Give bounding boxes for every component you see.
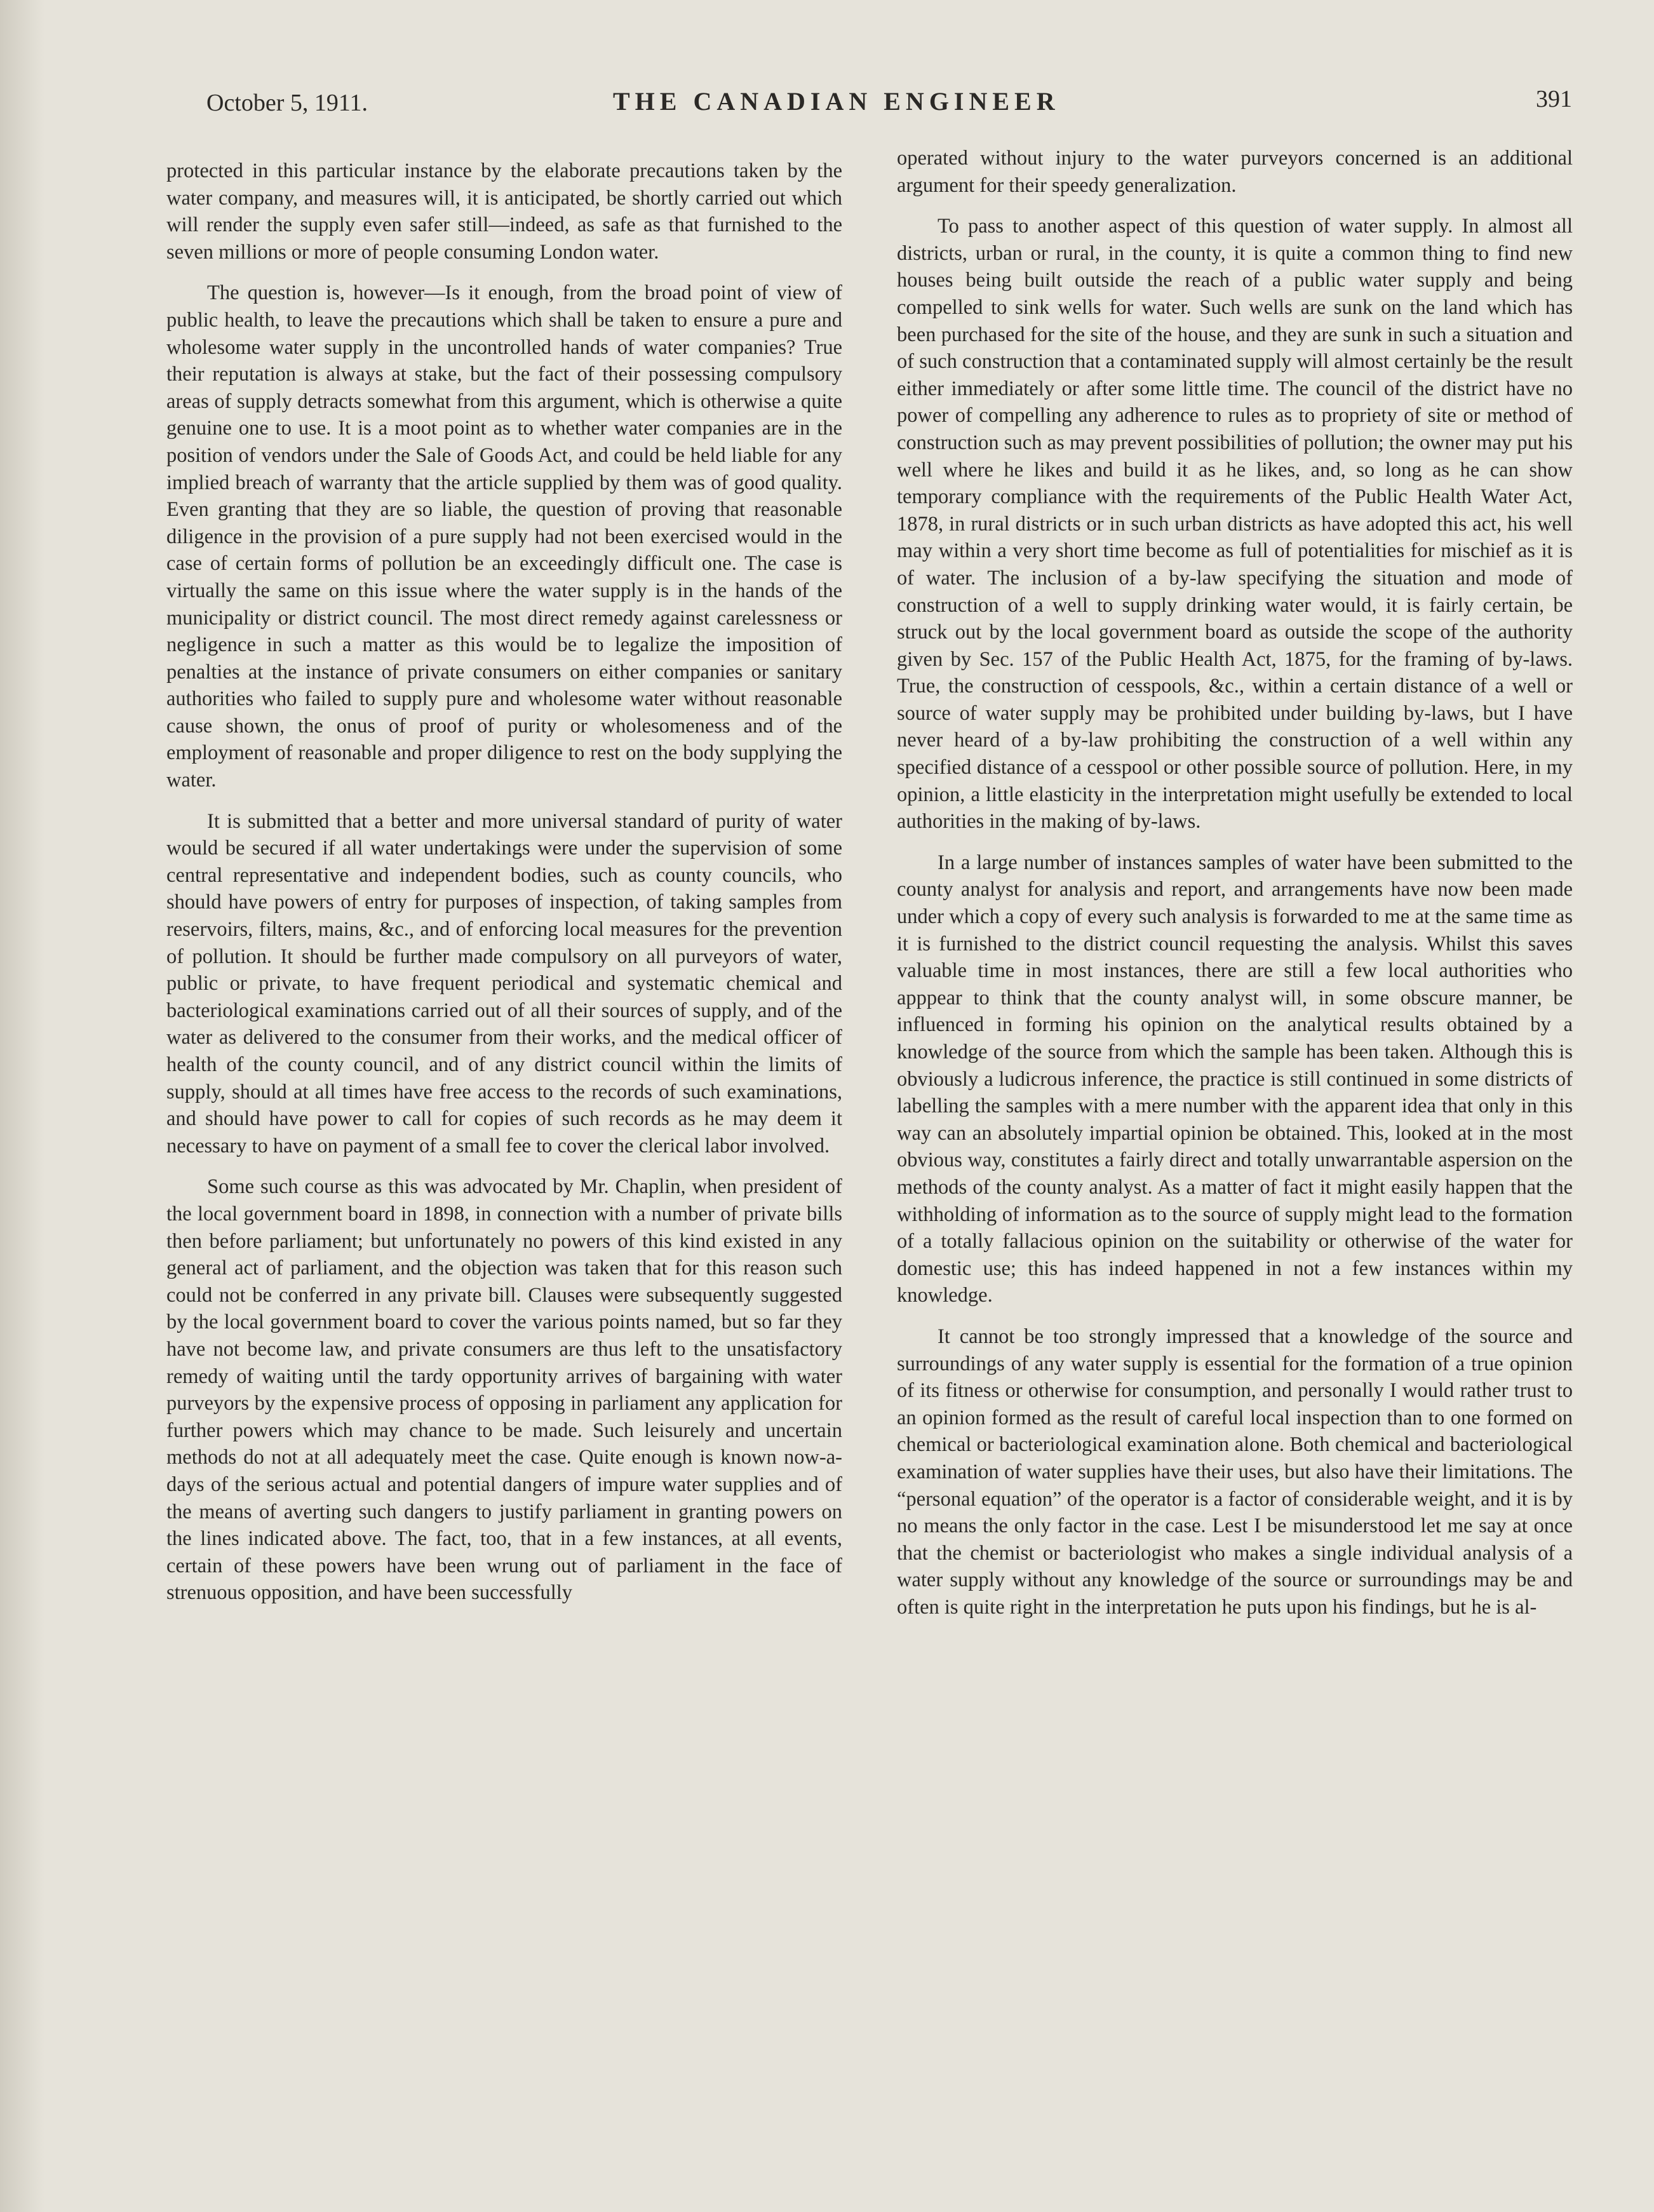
journal-title: THE CANADIAN ENGINEER xyxy=(613,87,1060,116)
issue-date: October 5, 1911. xyxy=(206,90,368,116)
page-edge-shadow xyxy=(0,0,44,2212)
paragraph: protected in this particular instance by the elaborate precautions taken by the water company, and measures will, it is anticipated, be shortly carried out which will render the supply even safer still—indeed, as safe as that furnished to the seven millions or more of people consuming London water. xyxy=(166,159,842,264)
page-number: 391 xyxy=(1536,86,1572,112)
paragraph: To pass to another aspect of this question of water supply. In almost all districts, urban or rural, in the county, it is quite a common thing to find new houses being built outside the reach of a public water supply and being compelled to sink wells for water. Such wells are sunk on the land which has been purchased for the site of the house, and they are sunk in such a situation and of such construction that a contaminated supply will almost certainly be the result either immediately or after some little time. The council of the district have no power of compelling any adherence to rules as to propriety of site or method of construction such as may prevent possibilities of pollution; the owner may put his well where he likes and build it as he likes, and, so long as he can show temporary compliance with the requirements of the Public Health Water Act, 1878, in rural districts or in such urban districts as have adopted this act, his well may within a very short time become as full of potentialities for mischief as it is of water. The inclusion of a by-law specifying the situation and mode of construction of a well to supply drinking water would, it is fairly certain, be struck out by the local government board as outside the scope of the authority given by Sec. 157 of the Public Health Act, 1875, for the framing of by-laws. True, the construction of cesspools, &c., within a certain distance of a well or source of water supply may be prohibited under building by-laws, but I have never heard of a by-law prohibiting the construction of a well within any specified distance of a cesspool or other possible source of pollution. Here, in my opinion, a little elasticity in the interpretation might usefully be extended to local authorities in the making of by-laws. xyxy=(897,215,1573,833)
paragraph: In a large number of instances samples of water have been submitted to the county analyst for analysis and report, and arrangements have now been made under which a copy of every such analysis is forwarded to me at the same time as it is furnished to the district council requesting the analysis. Whilst this saves valuable time in most instances, there are still a few local authorities who apppear to think that the county analyst will, in some obscure manner, be influenced in forming his opinion on the analytical results obtained by a knowledge of the source from which the sample has been taken. Although this is obviously a ludicrous inference, the practice is still continued in some districts of labelling the samples with a mere number with the apparent idea that only in this way can an absolutely impartial opinion be obtained. This, looked at in the most obvious way, constitutes a fairly direct and totally unwarrantable aspersion on the methods of the county analyst. As a matter of fact it might easily happen that the withholding of information as to the source of supply might lead to the formation of a totally fallacious opinion on the suitability or otherwise of the water for domestic use; this has indeed happened in not a few instances within my knowledge. xyxy=(897,851,1573,1307)
running-header xyxy=(206,86,1572,133)
paragraph: The question is, however—Is it enough, from the broad point of view of public health, to leave the precautions which shall be taken to ensure a pure and wholesome water supply in the uncontrolled hands of water companies? True their reputation is always at stake, but the fact of their possessing compulsory areas of supply detracts somewhat from this argument, which is otherwise a quite genuine one to use. It is a moot point as to whether water companies are in the position of vendors under the Sale of Goods Act, and could be held liable for any implied breach of warranty that the article supplied by them was of good quality. Even granting that they are so liable, the question of proving that reasonable diligence in the provision of a pure supply had not been exercised would in the case of certain forms of pollution be an exceedingly difficult one. The case is virtually the same on this issue where the water supply is in the hands of the municipality or district council. The most direct remedy against carelessness or negligence in such a matter as this would be to legalize the imposition of penalties at the instance of private consumers on either companies or sanitary authorities who failed to supply pure and wholesome water without reasonable cause shown, the onus of proof of purity or wholesomeness and of the employment of reasonable and proper diligence to rest on the body supplying the water. xyxy=(166,281,842,792)
paragraph: It is submitted that a better and more universal standard of purity of water would be secured if all water undertakings were under the supervision of some central representative and independent bodies, such as county councils, who should have powers of entry for purposes of inspection, of taking samples from reservoirs, filters, mains, &c., and of enforcing local measures for the prevention of pollution. It should be further made compulsory on all purveyors of water, public or private, to have frequent periodical and systematic chemical and bacteriological examinations carried out of all their sources of supply, and of the water as delivered to the consumer from their works, and the medical officer of health of the county council, and of any district council within the limits of supply, should at all times have free access to the records of such examinations, and should have power to call for copies of such records as he may deem it necessary to have on payment of a small fee to cover the clerical labor involved. xyxy=(166,809,842,1157)
right-column xyxy=(897,145,1573,1635)
left-column xyxy=(166,158,842,1621)
paragraph: It cannot be too strongly impressed that a knowledge of the source and surroundings of any water supply is essential for the formation of a true opinion of its fitness or otherwise for consumption, and personally I would rather trust to an opinion formed as the result of careful local inspection than to one formed on chemical or bacteriological examination alone. Both chemical and bacteriological examination of water supplies have their uses, but also have their limitations. The “personal equation” of the operator is a factor of considerable weight, and it is by no means the only factor in the case. Lest I be misunderstood let me say at once that the chemist or bacteriologist who makes a single individual analysis of a water supply without any knowledge of the source or surroundings may be and often is quite right in the interpretation he puts upon his findings, but he is al- xyxy=(897,1325,1573,1619)
paragraph: Some such course as this was advocated by Mr. Chaplin, when president of the local government board in 1898, in connection with a number of private bills then before parliament; but unfortunately no powers of this kind existed in any general act of parliament, and the objection was taken that for this reason such could not be conferred in any private bill. Clauses were subsequently suggested by the local government board to cover the various points named, but so far they have not become law, and private consumers are thus left to the unsatisfactory remedy of waiting until the tardy opportunity arrives of bargaining with water purveyors by the expensive process of opposing in parliament any application for further powers which may chance to be made. Such leisurely and uncertain methods do not at all adequately meet the case. Quite enough is known now-a-days of the serious actual and potential dangers of impure water supplies and of the means of averting such dangers to justify parliament in granting powers on the lines indicated above. The fact, too, that in a few instances, at all events, certain of these powers have been wrung out of parliament in the face of strenuous opposition, and have been successfully xyxy=(166,1175,842,1605)
paragraph: operated without injury to the water purveyors concerned is an additional argument for their speedy generalization. xyxy=(897,147,1573,197)
